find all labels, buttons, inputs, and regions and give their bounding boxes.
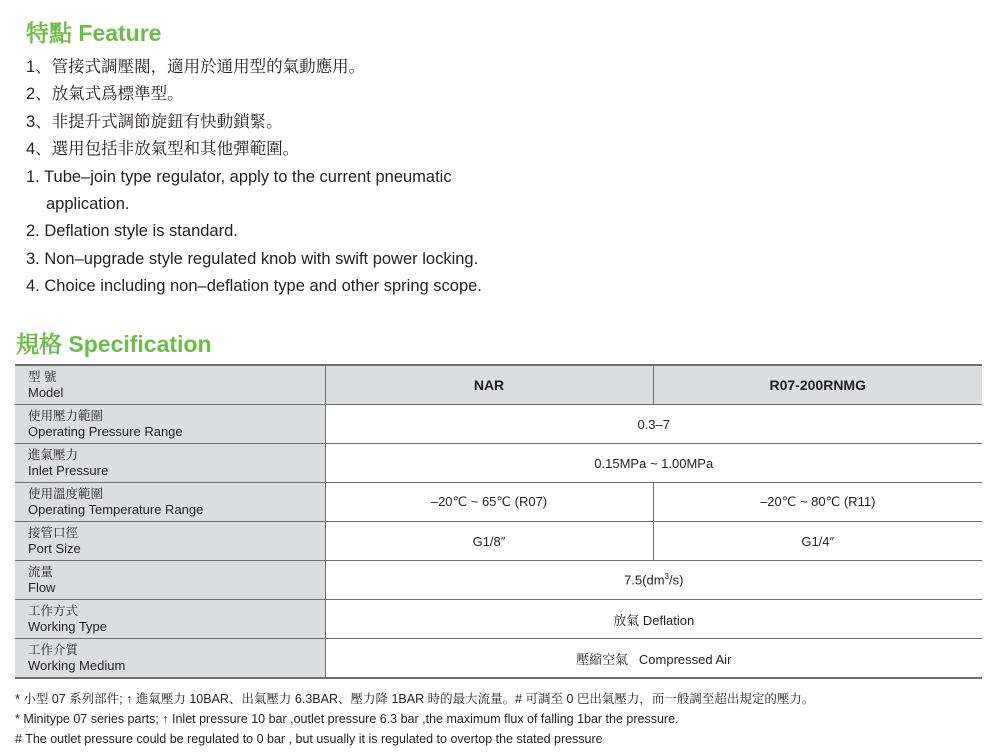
feature-item: 4、選用包括非放氣型和其他彈範圍。	[26, 140, 300, 159]
model-label	[15, 365, 325, 405]
row-value: 0.3–7	[325, 405, 982, 444]
row-value: 壓縮空氣 Compressed Air	[576, 651, 732, 667]
feature-item: 2. Deflation style is standard.	[26, 222, 238, 241]
label-zh: 使用壓力範圍	[28, 409, 104, 423]
footnotes	[15, 689, 814, 749]
feature-item: 1. Tube–join type regulator, apply to the current pneumatic	[26, 167, 452, 186]
spec-row-flow	[15, 561, 982, 600]
label-en: Model	[28, 385, 64, 400]
row-value-r07: –20℃ ~ 80℃ (R11)	[653, 483, 982, 522]
label-zh: 型 號	[28, 370, 57, 384]
spec-row-working-type	[15, 600, 982, 639]
flow-value-sup: 3	[664, 572, 669, 582]
feature-item: 2、放氣式爲標準型。	[26, 85, 184, 104]
row-value-nar: G1/8″	[325, 522, 653, 561]
flow-value-suffix: /s)	[668, 572, 684, 588]
label-zh: 工作方式	[28, 604, 79, 618]
feature-item: 1、管接式調壓閥，適用於通用型的氣動應用。	[26, 58, 366, 76]
footnote: * Minitype 07 series parts; ↑ Inlet pressure 10 bar ,outlet pressure 6.3 bar ,the maximum flux of falling 1bar the pressure.	[15, 712, 679, 726]
label-zh: 工作介質	[28, 643, 79, 657]
row-value: 0.15MPa ~ 1.00MPa	[325, 444, 982, 483]
row-label	[15, 483, 325, 522]
row-value-r07: G1/4″	[653, 522, 982, 561]
spec-row-temperature	[15, 483, 982, 522]
spec-row-working-medium	[15, 639, 982, 679]
row-value: 放氣 Deflation	[325, 600, 982, 639]
footnote: # The outlet pressure could be regulated to 0 bar , but usually it is regulated to overtop the stated pressure	[15, 732, 603, 746]
row-label	[15, 639, 325, 679]
feature-item: 4. Choice including non–deflation type and other spring scope.	[26, 277, 482, 296]
spec-row-model	[15, 365, 982, 405]
feature-list	[26, 54, 482, 301]
model-col-nar: NAR	[325, 365, 653, 405]
row-label	[15, 522, 325, 561]
feature-item: 3. Non–upgrade style regulated knob with swift power locking.	[26, 249, 479, 268]
feature-heading: 特點 Feature	[26, 20, 162, 46]
footnote: * 小型 07 系列部件; ↑ 進氣壓力 10BAR、出氣壓力 6.3BAR、壓力降 1BAR 時的最大流量。# 可調至 0 巴出氣壓力，而一般調至超出規定的壓力。	[15, 692, 815, 706]
row-value	[325, 561, 982, 600]
row-label	[15, 561, 325, 600]
label-en: Operating Temperature Range	[28, 502, 204, 517]
label-zh: 流量	[28, 565, 54, 579]
feature-item-continuation: application.	[46, 194, 130, 213]
label-zh: 接管口徑	[28, 526, 79, 540]
spec-table	[15, 364, 982, 679]
row-label	[15, 405, 325, 444]
label-zh: 進氣壓力	[28, 448, 79, 462]
label-en: Inlet Pressure	[28, 463, 109, 478]
spec-row-port-size	[15, 522, 982, 561]
label-en: Operating Pressure Range	[28, 424, 183, 439]
label-en: Working Medium	[28, 658, 126, 673]
flow-value-prefix: 7.5(dm	[624, 572, 665, 588]
row-label	[15, 600, 325, 639]
label-en: Working Type	[28, 619, 108, 634]
label-en: Port Size	[28, 541, 81, 556]
feature-item: 3、非提升式調節旋鈕有快動鎖緊。	[26, 112, 283, 131]
label-en: Flow	[28, 580, 56, 595]
spec-heading: 規格 Specification	[16, 331, 212, 357]
label-zh: 使用溫度範圍	[28, 487, 104, 501]
spec-row-pressure-range	[15, 405, 982, 444]
spec-row-inlet-pressure	[15, 444, 982, 483]
model-col-r07: R07-200RNMG	[653, 365, 982, 405]
row-label	[15, 444, 325, 483]
row-value-nar: –20℃ ~ 65℃ (R07)	[325, 483, 653, 522]
